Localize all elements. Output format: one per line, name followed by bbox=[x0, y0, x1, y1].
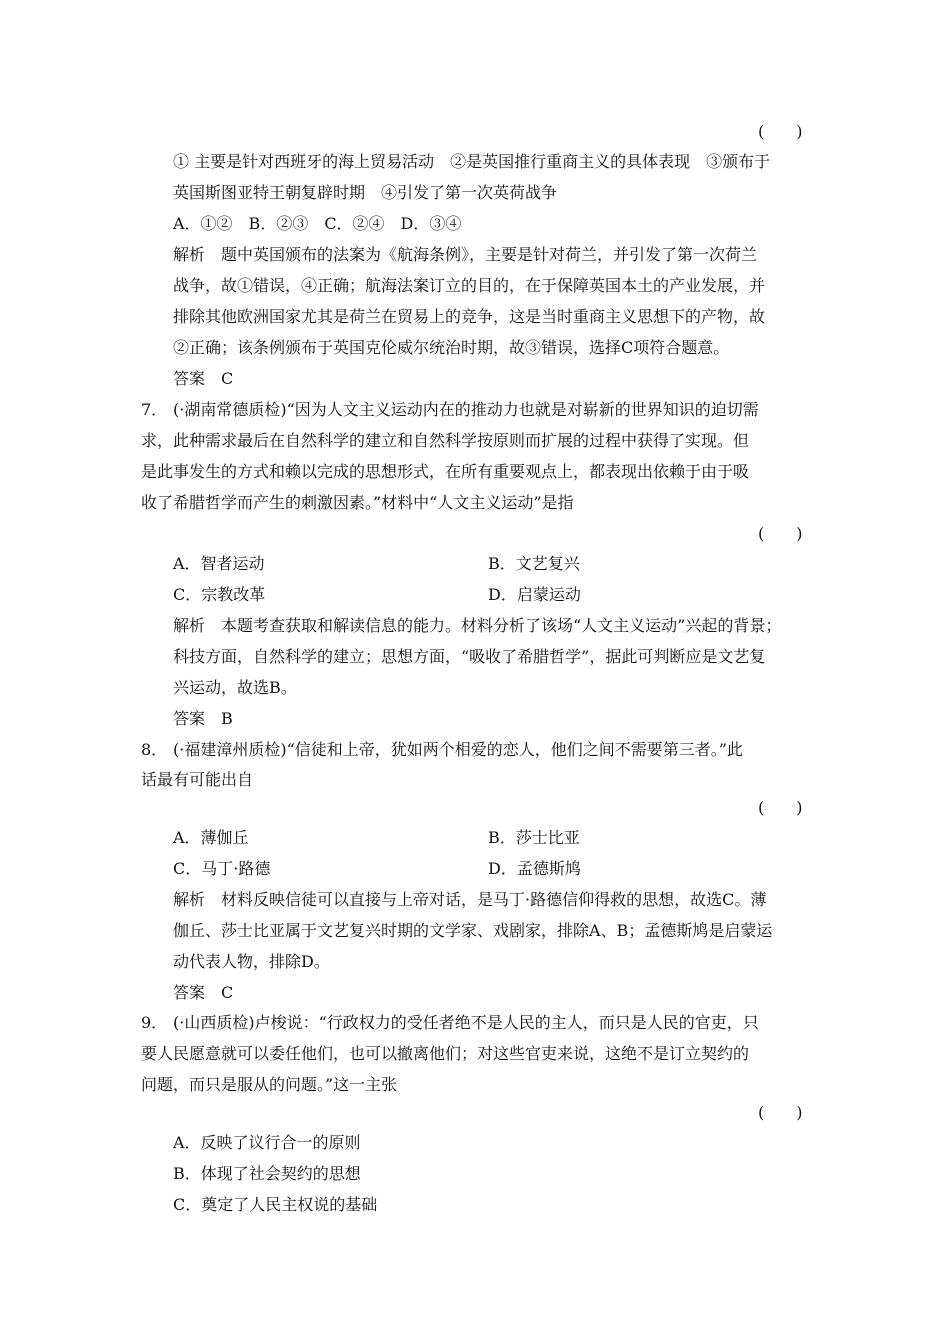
analysis-line: 战争，故①错误，④正确；航海法案订立的目的，在于保障英国本土的产业发展，并 bbox=[173, 276, 766, 295]
analysis-line: 解析 题中英国颁布的法案为《航海条例》，主要是针对荷兰，并引发了第一次荷兰 bbox=[173, 245, 758, 264]
option-d: D．孟德斯鸠 bbox=[488, 859, 581, 878]
option-a: A．智者运动 bbox=[173, 554, 265, 573]
analysis-line: 解析 材料反映信徒可以直接与上帝对话，是马丁·路德信仰得救的思想，故选C。薄 bbox=[173, 890, 767, 909]
question-number: 8． bbox=[141, 740, 168, 759]
stem-line: 话最有可能出自 bbox=[141, 770, 254, 789]
answer-blank: ( ) bbox=[758, 798, 803, 817]
option-d: D．启蒙运动 bbox=[488, 585, 581, 604]
question-number: 7． bbox=[141, 400, 168, 419]
option-b: B．文艺复兴 bbox=[488, 554, 580, 573]
stem-line: (·福建漳州质检)“信徒和上帝，犹如两个相爱的恋人，他们之间不需要第三者。”此 bbox=[173, 740, 743, 759]
option-a: A．反映了议行合一的原则 bbox=[173, 1133, 361, 1152]
stem-line: 收了希腊哲学而产生的刺激因素。”材料中“人文主义运动”是指 bbox=[141, 493, 574, 512]
answer-line: 答案 B bbox=[173, 709, 233, 728]
question-number: 9． bbox=[141, 1013, 168, 1032]
analysis-line: 兴运动，故选B。 bbox=[173, 678, 297, 697]
option-statements-line: ① 主要是针对西班牙的海上贸易活动 ②是英国推行重商主义的具体表现 ③颁布于 bbox=[173, 152, 771, 171]
stem-line: (·山西质检)卢梭说：“行政权力的受任者绝不是人民的主人，而只是人民的官吏，只 bbox=[173, 1013, 759, 1032]
option-b: B．莎士比亚 bbox=[488, 828, 580, 847]
answer-line: 答案 C bbox=[173, 983, 234, 1002]
choices-line: A．①② B．②③ C．②④ D．③④ bbox=[173, 214, 462, 233]
stem-line: 求，此种需求最后在自然科学的建立和自然科学按原则而扩展的过程中获得了实现。但 bbox=[141, 431, 750, 450]
option-b: B．体现了社会契约的思想 bbox=[173, 1164, 361, 1183]
analysis-line: ②正确；该条例颁布于英国克伦威尔统治时期，故③错误，选择C项符合题意。 bbox=[173, 338, 730, 357]
answer-blank: ( ) bbox=[758, 524, 803, 543]
stem-line: (·湖南常德质检)“因为人文主义运动内在的推动力也就是对崭新的世界知识的迫切需 bbox=[173, 400, 759, 419]
answer-blank: ( ) bbox=[758, 1103, 803, 1122]
analysis-line: 伽丘、莎士比亚属于文艺复兴时期的文学家、戏剧家，排除A、B；孟德斯鸠是启蒙运 bbox=[173, 921, 773, 940]
option-statements-line: 英国斯图亚特王朝复辟时期 ④引发了第一次英荷战争 bbox=[173, 183, 558, 202]
stem-line: 问题，而只是服从的问题。”这一主张 bbox=[141, 1075, 398, 1094]
analysis-line: 科技方面，自然科学的建立；思想方面，“吸收了希腊哲学”，据此可判断应是文艺复 bbox=[173, 647, 766, 666]
stem-line: 是此事发生的方式和赖以完成的思想形式，在所有重要观点上，都表现出依赖于由于吸 bbox=[141, 462, 750, 481]
answer-blank: ( ) bbox=[758, 122, 803, 141]
option-c: C．马丁·路德 bbox=[173, 859, 271, 878]
option-c: C．奠定了人民主权说的基础 bbox=[173, 1195, 378, 1214]
answer-line: 答案 C bbox=[173, 369, 234, 388]
stem-line: 要人民愿意就可以委任他们，也可以撤离他们；对这些官吏来说，这绝不是订立契约的 bbox=[141, 1044, 750, 1063]
analysis-line: 动代表人物，排除D。 bbox=[173, 952, 330, 971]
option-a: A．薄伽丘 bbox=[173, 828, 249, 847]
analysis-line: 排除其他欧洲国家尤其是荷兰在贸易上的竞争，这是当时重商主义思想下的产物，故 bbox=[173, 307, 766, 326]
analysis-line: 解析 本题考查获取和解读信息的能力。材料分析了该场“人文主义运动”兴起的背景； bbox=[173, 616, 782, 635]
option-c: C．宗教改革 bbox=[173, 585, 266, 604]
